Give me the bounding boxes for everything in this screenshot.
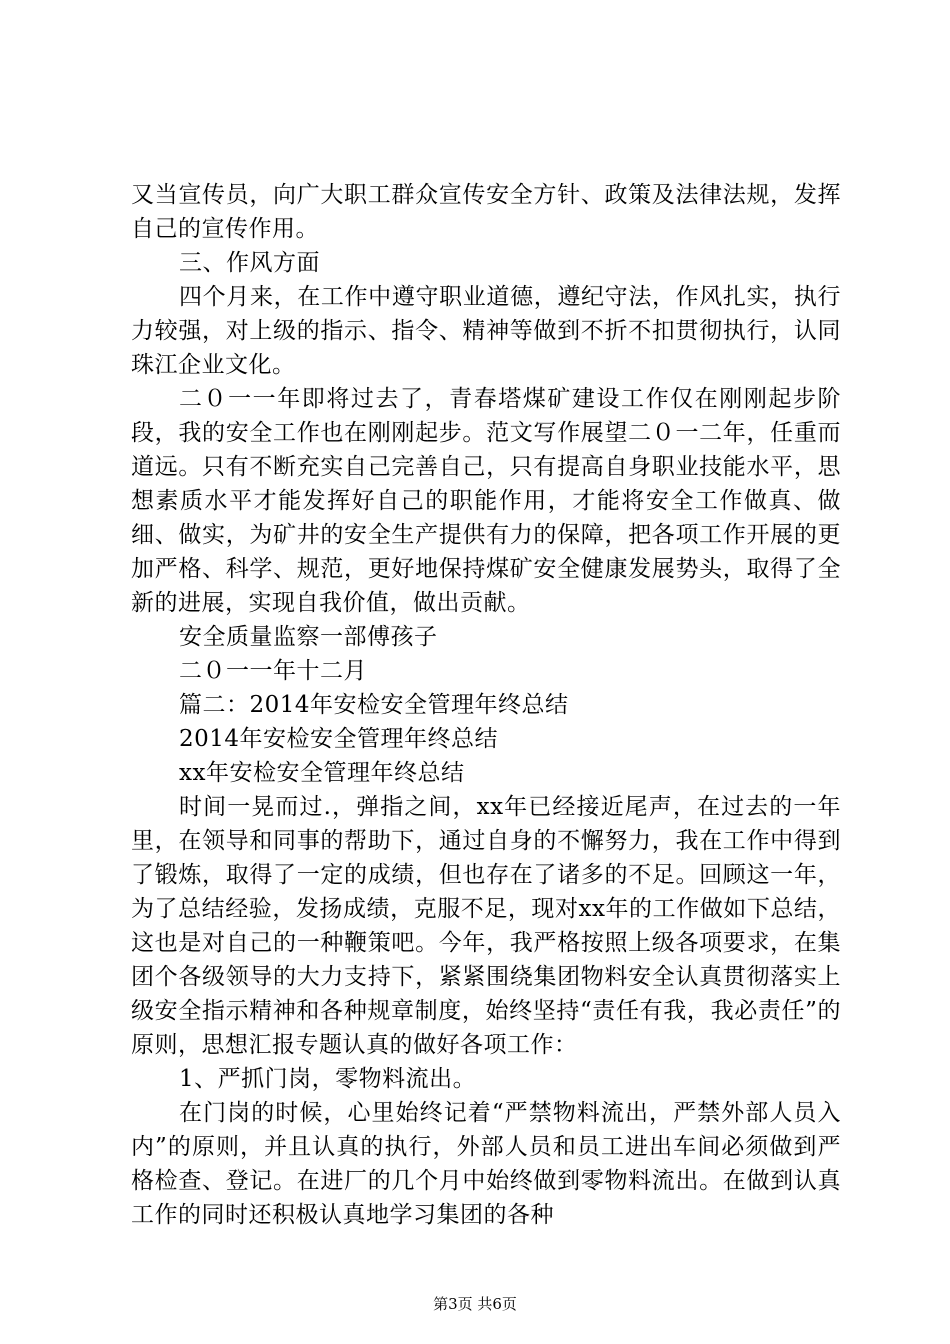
page-footer: 第3页 共6页 [433, 1295, 517, 1313]
paragraph: 1、严抓门岗，零物料流出。 [179, 1066, 477, 1092]
paragraph: 篇二：2014年安检安全管理年终总结 [179, 692, 569, 718]
paragraph: 又当宣传员，向广大职工群众宣传安全方针、政策及法律法规，发挥自己的宣传作用。 [131, 182, 841, 242]
paragraph: 二０一一年十二月 [179, 658, 367, 684]
paragraph: 安全质量监察一部傅孩子 [179, 624, 438, 650]
paragraph: 在门岗的时候，心里始终记着“严禁物料流出，严禁外部人员入内”的原则，并且认真的执行，外部人员和员工进出车间必须做到严格检查、登记。在进厂的几个月中始终做到零物料流出。在做到认真工作的同时还积极认真地学习集团的各种 [131, 1100, 841, 1228]
paragraph: 时间一晃而过.，弹指之间，xx年已经接近尾声，在过去的一年里，在领导和同事的帮助下，通过自身的不懈努力，我在工作中得到了锻炼，取得了一定的成绩，但也存在了诸多的不足。回顾这一年，为了总结经验，发扬成绩，克服不足，现对xx年的工作做如下总结，这也是对自己的一种鞭策吧。今年，我严格按照上级各项要求，在集团个各级领导的大力支持下，紧紧围绕集团物料安全认真贯彻落实上级安全指示精神和各种规章制度，始终坚持“责任有我，我必责任”的原则，思想汇报专题认真的做好各项工作： [131, 794, 841, 1058]
paragraph: 二０一一年即将过去了，青春塔煤矿建设工作仅在刚刚起步阶段，我的安全工作也在刚刚起步。范文写作展望二０一二年，任重而道远。只有不断充实自己完善自己，只有提高自身职业技能水平，思想素质水平才能发挥好自己的职能作用，才能将安全工作做真、做细、做实，为矿井的安全生产提供有力的保障，把各项工作开展的更加严格、科学、规范，更好地保持煤矿安全健康发展势头，取得了全新的进展，实现自我价值，做出贡献。 [131, 386, 841, 616]
paragraph: 2014年安检安全管理年终总结 [179, 726, 499, 752]
paragraph: 三、作风方面 [179, 250, 320, 276]
paragraph: xx年安检安全管理年终总结 [179, 760, 465, 786]
document-body [131, 178, 841, 1232]
paragraph: 四个月来，在工作中遵守职业道德，遵纪守法，作风扎实，执行力较强，对上级的指示、指令、精神等做到不折不扣贯彻执行，认同珠江企业文化。 [131, 284, 841, 378]
